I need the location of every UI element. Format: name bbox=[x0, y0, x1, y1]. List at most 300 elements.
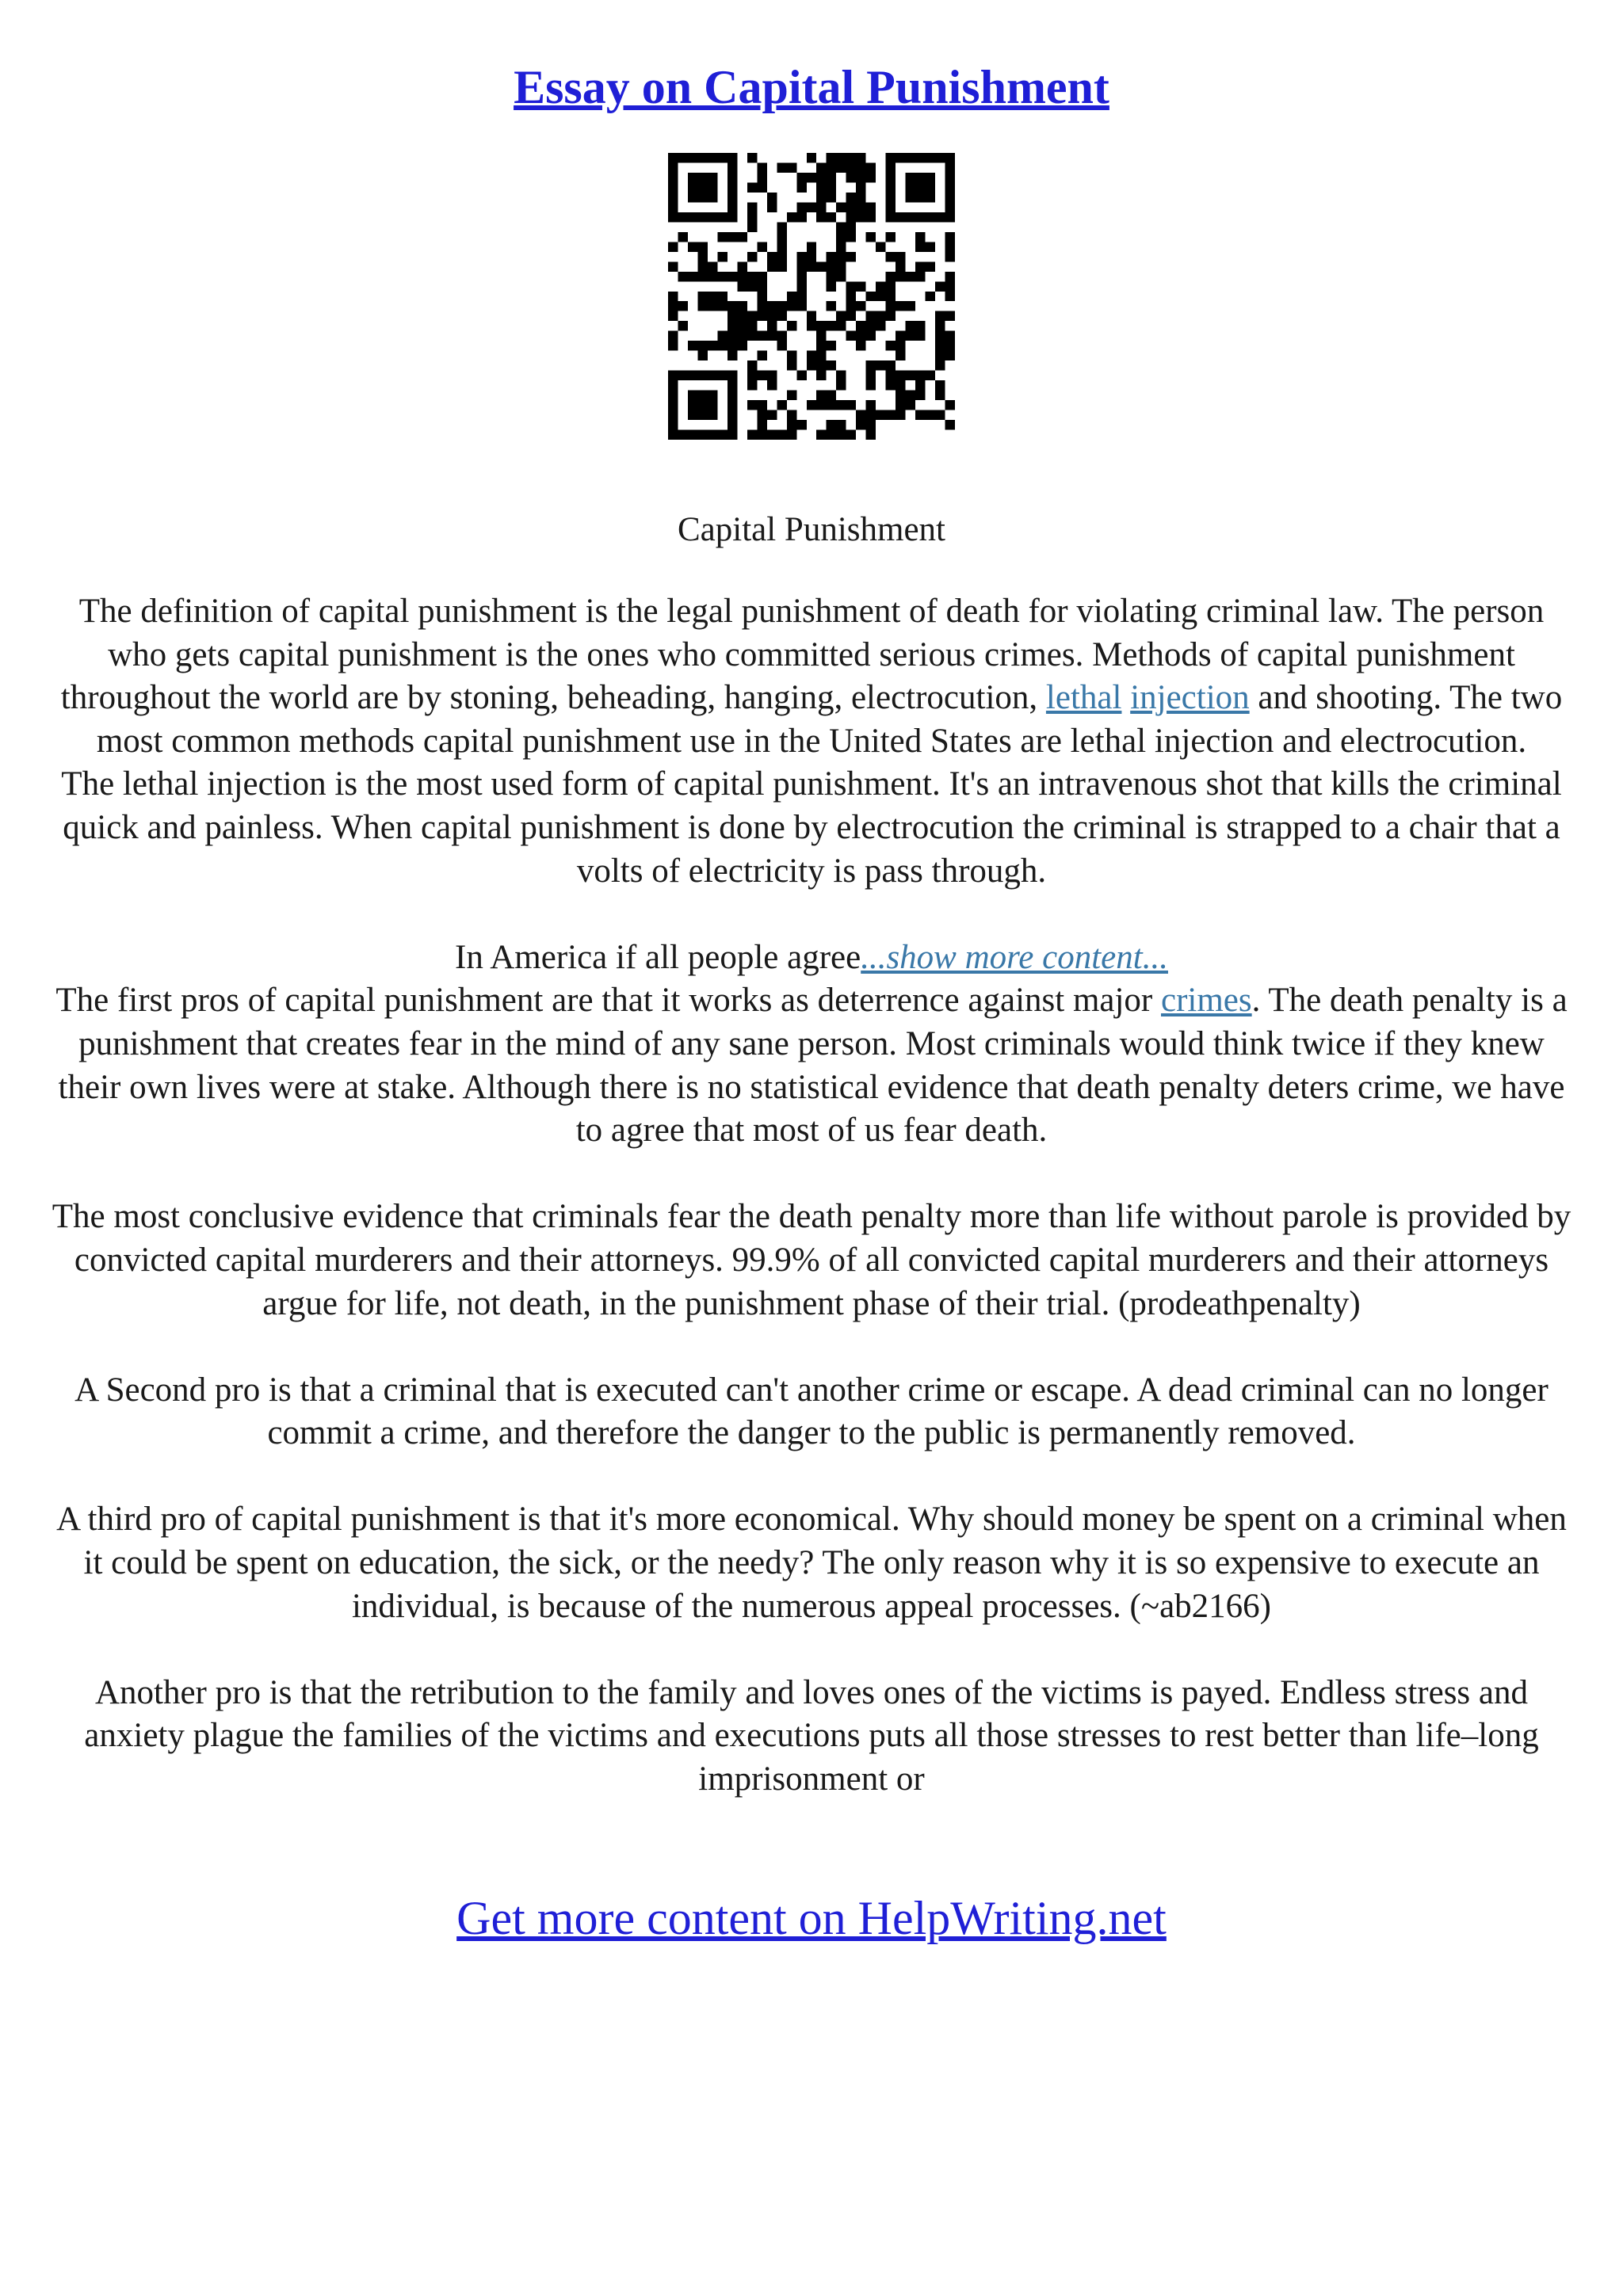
qr-module bbox=[767, 301, 777, 311]
qr-module bbox=[846, 222, 856, 231]
qr-module bbox=[757, 400, 766, 410]
qr-module bbox=[767, 380, 777, 390]
qr-module bbox=[697, 371, 707, 380]
qr-module bbox=[915, 173, 925, 182]
qr-module bbox=[945, 212, 955, 222]
qr-module bbox=[886, 173, 896, 182]
qr-module bbox=[816, 162, 826, 172]
qr-module bbox=[836, 153, 846, 162]
qr-module bbox=[767, 252, 777, 261]
qr-module bbox=[767, 331, 777, 341]
qr-module bbox=[787, 292, 796, 301]
qr-module bbox=[767, 371, 777, 380]
qr-module bbox=[747, 321, 757, 330]
qr-module bbox=[777, 242, 786, 251]
qr-module bbox=[668, 331, 678, 341]
qr-module bbox=[886, 380, 896, 390]
qr-module bbox=[688, 430, 697, 440]
qr-module bbox=[708, 173, 717, 182]
qr-module bbox=[668, 202, 678, 212]
qr-module bbox=[886, 252, 896, 261]
qr-module bbox=[678, 232, 687, 242]
qr-module bbox=[886, 292, 896, 301]
qr-module bbox=[906, 331, 915, 341]
qr-module bbox=[836, 321, 846, 330]
qr-module bbox=[896, 261, 905, 271]
qr-module bbox=[886, 410, 896, 420]
qr-module bbox=[717, 331, 727, 341]
qr-module bbox=[777, 222, 786, 231]
qr-module bbox=[767, 261, 777, 271]
qr-module bbox=[807, 242, 816, 251]
qr-module bbox=[668, 193, 678, 202]
qr-module bbox=[836, 430, 846, 440]
qr-module bbox=[727, 311, 737, 321]
qr-module bbox=[668, 242, 678, 251]
qr-module bbox=[866, 162, 876, 172]
qr-module bbox=[697, 153, 707, 162]
qr-module bbox=[697, 430, 707, 440]
qr-module bbox=[906, 173, 915, 182]
qr-module bbox=[777, 400, 786, 410]
qr-module bbox=[886, 360, 896, 370]
qr-module bbox=[816, 341, 826, 350]
qr-module bbox=[807, 173, 816, 182]
qr-module bbox=[816, 430, 826, 440]
paragraph-gap bbox=[48, 1628, 1575, 1672]
qr-module bbox=[915, 380, 925, 390]
paragraph-4-text-b: . The death penalty is a punishment that creates fear in the mind of any sane person. Most criminals would think twice if they knew their own lives were at stake. Although there is no statistical evidence that death penalty deters crime, we have to agree that most of us fear death. bbox=[58, 982, 1568, 1150]
qr-module bbox=[926, 410, 935, 420]
qr-module bbox=[697, 193, 707, 202]
qr-module bbox=[777, 341, 786, 350]
qr-module bbox=[767, 410, 777, 420]
qr-module bbox=[697, 261, 707, 271]
qr-module bbox=[727, 400, 737, 410]
qr-module bbox=[836, 380, 846, 390]
qr-module bbox=[896, 331, 905, 341]
qr-module bbox=[926, 292, 935, 301]
qr-module bbox=[757, 182, 766, 192]
qr-module bbox=[697, 400, 707, 410]
paragraph-gap bbox=[48, 1325, 1575, 1369]
qr-module bbox=[866, 371, 876, 380]
qr-module bbox=[945, 400, 955, 410]
qr-module bbox=[737, 321, 747, 330]
qr-code-graphic bbox=[668, 153, 955, 440]
qr-module bbox=[886, 272, 896, 281]
qr-module bbox=[777, 331, 786, 341]
qr-module bbox=[915, 321, 925, 330]
qr-module bbox=[945, 182, 955, 192]
qr-module bbox=[717, 252, 727, 261]
qr-module bbox=[856, 341, 865, 350]
qr-module bbox=[796, 173, 806, 182]
qr-module bbox=[915, 242, 925, 251]
qr-module bbox=[737, 301, 747, 311]
qr-module bbox=[935, 341, 945, 350]
qr-module bbox=[876, 281, 885, 291]
qr-module bbox=[816, 182, 826, 192]
paragraph-1-text-a: The definition of capital punishment is the legal punishment of death for violating criminal law. The person who gets capital punishment is the ones who committed serious crimes. Methods of capital punishment throughout the world are by stoning, beheading, hanging, electrocution, bbox=[60, 593, 1545, 717]
qr-module bbox=[688, 173, 697, 182]
qr-module bbox=[886, 311, 896, 321]
injection-link[interactable]: injection bbox=[1130, 679, 1250, 717]
footer bbox=[0, 1888, 1623, 1948]
qr-module bbox=[777, 252, 786, 261]
qr-module bbox=[757, 301, 766, 311]
qr-module bbox=[727, 202, 737, 212]
qr-module bbox=[935, 391, 945, 400]
qr-module bbox=[697, 341, 707, 350]
qr-module bbox=[866, 410, 876, 420]
qr-module bbox=[697, 410, 707, 420]
qr-module bbox=[906, 391, 915, 400]
qr-module bbox=[668, 292, 678, 301]
qr-module bbox=[747, 331, 757, 341]
qr-module bbox=[747, 252, 757, 261]
qr-module bbox=[697, 242, 707, 251]
qr-module bbox=[796, 182, 806, 192]
qr-module bbox=[777, 232, 786, 242]
qr-module bbox=[915, 391, 925, 400]
qr-module bbox=[866, 202, 876, 212]
qr-module bbox=[796, 281, 806, 291]
qr-module bbox=[827, 430, 836, 440]
qr-module bbox=[787, 212, 796, 222]
qr-module bbox=[668, 341, 678, 350]
qr-module bbox=[915, 232, 925, 242]
qr-module bbox=[747, 153, 757, 162]
qr-module bbox=[945, 351, 955, 360]
qr-module bbox=[935, 380, 945, 390]
qr-module bbox=[727, 321, 737, 330]
qr-module bbox=[945, 311, 955, 321]
qr-module bbox=[846, 162, 856, 172]
qr-module bbox=[816, 321, 826, 330]
qr-module bbox=[945, 281, 955, 291]
qr-module bbox=[787, 162, 796, 172]
qr-module bbox=[896, 272, 905, 281]
qr-module bbox=[688, 182, 697, 192]
qr-module bbox=[836, 420, 846, 429]
qr-module bbox=[807, 261, 816, 271]
qr-module bbox=[796, 420, 806, 429]
qr-module bbox=[856, 301, 865, 311]
qr-module bbox=[886, 182, 896, 192]
qr-module bbox=[708, 430, 717, 440]
qr-module bbox=[678, 153, 687, 162]
qr-module bbox=[915, 410, 925, 420]
qr-module bbox=[796, 272, 806, 281]
qr-module bbox=[915, 272, 925, 281]
qr-module bbox=[757, 331, 766, 341]
qr-module bbox=[757, 242, 766, 251]
paragraph-gap bbox=[48, 1455, 1575, 1499]
qr-module bbox=[757, 292, 766, 301]
qr-module bbox=[727, 331, 737, 341]
qr-module bbox=[717, 371, 727, 380]
qr-module bbox=[827, 400, 836, 410]
qr-module bbox=[708, 341, 717, 350]
qr-module bbox=[896, 391, 905, 400]
qr-module bbox=[836, 202, 846, 212]
qr-module bbox=[856, 281, 865, 291]
qr-module bbox=[906, 400, 915, 410]
qr-module bbox=[926, 182, 935, 192]
qr-module bbox=[688, 400, 697, 410]
paragraph-4 bbox=[48, 979, 1575, 1152]
qr-module bbox=[727, 162, 737, 172]
qr-module bbox=[945, 252, 955, 261]
qr-module bbox=[856, 173, 865, 182]
qr-module bbox=[886, 341, 896, 350]
qr-module bbox=[668, 173, 678, 182]
qr-module bbox=[807, 153, 816, 162]
qr-module bbox=[708, 272, 717, 281]
qr-module bbox=[945, 242, 955, 251]
qr-module bbox=[796, 301, 806, 311]
qr-module bbox=[846, 292, 856, 301]
qr-module bbox=[836, 261, 846, 271]
qr-module bbox=[697, 272, 707, 281]
qr-module bbox=[926, 193, 935, 202]
qr-module bbox=[886, 153, 896, 162]
qr-module bbox=[856, 202, 865, 212]
qr-module bbox=[678, 212, 687, 222]
qr-module bbox=[896, 371, 905, 380]
qr-module bbox=[708, 371, 717, 380]
qr-module bbox=[827, 182, 836, 192]
qr-module bbox=[747, 182, 757, 192]
qr-module bbox=[846, 173, 856, 182]
qr-module bbox=[827, 153, 836, 162]
show-more-link[interactable]: ...show more content... bbox=[861, 938, 1168, 976]
qr-module bbox=[747, 400, 757, 410]
crimes-link[interactable]: crimes bbox=[1161, 982, 1252, 1020]
qr-module bbox=[856, 331, 865, 341]
qr-module bbox=[717, 232, 727, 242]
qr-module bbox=[915, 261, 925, 271]
qr-module bbox=[727, 212, 737, 222]
qr-module bbox=[678, 321, 687, 330]
qr-module bbox=[945, 202, 955, 212]
paragraph-3 bbox=[48, 936, 1575, 980]
qr-module bbox=[727, 371, 737, 380]
qr-module bbox=[945, 272, 955, 281]
qr-module bbox=[866, 212, 876, 222]
qr-module bbox=[697, 182, 707, 192]
qr-module bbox=[807, 311, 816, 321]
qr-module bbox=[827, 162, 836, 172]
qr-module bbox=[737, 232, 747, 242]
qr-module bbox=[926, 261, 935, 271]
qr-module bbox=[906, 371, 915, 380]
paragraph-2: The lethal injection is the most used form of capital punishment. It's an intravenous shot that kills the criminal quick and painless. When capital punishment is done by electrocution the criminal is strapped to a chair that a volts of electricity is pass through. bbox=[61, 765, 1562, 890]
qr-module bbox=[727, 351, 737, 360]
qr-module bbox=[777, 311, 786, 321]
paragraph-3-text: In America if all people agree bbox=[455, 938, 861, 976]
qr-module bbox=[737, 272, 747, 281]
qr-module bbox=[757, 281, 766, 291]
qr-module bbox=[757, 351, 766, 360]
qr-module bbox=[945, 232, 955, 242]
qr-module bbox=[747, 311, 757, 321]
qr-module bbox=[935, 281, 945, 291]
qr-module bbox=[678, 430, 687, 440]
helpwriting-link[interactable]: Get more content on HelpWriting.net bbox=[456, 1892, 1167, 1944]
qr-module bbox=[678, 272, 687, 281]
qr-module bbox=[796, 202, 806, 212]
qr-module bbox=[827, 272, 836, 281]
qr-module bbox=[926, 212, 935, 222]
qr-module bbox=[906, 153, 915, 162]
qr-module bbox=[708, 153, 717, 162]
qr-module bbox=[727, 380, 737, 390]
qr-module bbox=[747, 202, 757, 212]
paragraph-7: A third pro of capital punishment is that it's more economical. Why should money be spent on a criminal when it could be spent on education, the sick, or the needy? The only reason why it is so expensive to execute an individual, is because of the numerous appeal processes. (~ab2166) bbox=[56, 1501, 1567, 1625]
qr-module bbox=[836, 232, 846, 242]
qr-module bbox=[816, 202, 826, 212]
qr-module bbox=[846, 153, 856, 162]
qr-module bbox=[836, 371, 846, 380]
qr-module bbox=[747, 430, 757, 440]
qr-module bbox=[807, 321, 816, 330]
qr-module bbox=[787, 301, 796, 311]
qr-module bbox=[816, 391, 826, 400]
qr-module bbox=[896, 380, 905, 390]
qr-module bbox=[678, 301, 687, 311]
qr-module bbox=[668, 153, 678, 162]
qr-module bbox=[945, 193, 955, 202]
qr-module bbox=[688, 410, 697, 420]
qr-module bbox=[836, 222, 846, 231]
qr-module bbox=[668, 311, 678, 321]
qr-module bbox=[747, 371, 757, 380]
qr-module bbox=[787, 430, 796, 440]
qr-module bbox=[708, 292, 717, 301]
qr-module bbox=[915, 371, 925, 380]
qr-module bbox=[807, 400, 816, 410]
qr-module bbox=[668, 261, 678, 271]
qr-module bbox=[846, 331, 856, 341]
qr-module bbox=[807, 351, 816, 360]
qr-module bbox=[747, 212, 757, 222]
qr-module bbox=[727, 193, 737, 202]
qr-module bbox=[717, 341, 727, 350]
title-link[interactable]: Essay on Capital Punishment bbox=[514, 61, 1109, 113]
qr-module bbox=[668, 391, 678, 400]
qr-module bbox=[727, 272, 737, 281]
qr-module bbox=[896, 153, 905, 162]
qr-module bbox=[906, 321, 915, 330]
qr-module bbox=[935, 331, 945, 341]
qr-module bbox=[876, 311, 885, 321]
qr-module bbox=[816, 261, 826, 271]
qr-module bbox=[896, 341, 905, 350]
qr-module bbox=[816, 173, 826, 182]
qr-module bbox=[856, 162, 865, 172]
qr-module bbox=[876, 242, 885, 251]
qr-module bbox=[708, 193, 717, 202]
qr-module bbox=[807, 360, 816, 370]
qr-module bbox=[935, 212, 945, 222]
paragraph-1 bbox=[48, 590, 1575, 763]
qr-module bbox=[896, 252, 905, 261]
qr-module bbox=[727, 341, 737, 350]
qr-module bbox=[757, 162, 766, 172]
qr-module bbox=[886, 202, 896, 212]
qr-module bbox=[827, 301, 836, 311]
qr-module bbox=[697, 252, 707, 261]
qr-module bbox=[866, 420, 876, 429]
qr-module bbox=[737, 261, 747, 271]
qr-module bbox=[945, 292, 955, 301]
qr-module bbox=[906, 301, 915, 311]
qr-module bbox=[866, 360, 876, 370]
qr-module bbox=[915, 182, 925, 192]
qr-module bbox=[836, 162, 846, 172]
qr-module bbox=[747, 380, 757, 390]
qr-module bbox=[717, 272, 727, 281]
qr-module bbox=[935, 360, 945, 370]
qr-module bbox=[827, 420, 836, 429]
paragraph-5: The most conclusive evidence that criminals fear the death penalty more than life without parole is provided by convicted capital murderers and their attorneys. 99.9% of all convicted capital murderers and their attorneys argue for life, not death, in the punishment phase of their trial. (prodeathpenalty) bbox=[52, 1198, 1571, 1322]
qr-module bbox=[737, 331, 747, 341]
qr-module bbox=[866, 430, 876, 440]
qr-module bbox=[866, 311, 876, 321]
qr-module bbox=[846, 202, 856, 212]
qr-module bbox=[945, 173, 955, 182]
qr-module bbox=[757, 272, 766, 281]
qr-module bbox=[816, 193, 826, 202]
qr-module bbox=[697, 173, 707, 182]
qr-module bbox=[866, 232, 876, 242]
qr-module bbox=[896, 410, 905, 420]
qr-module bbox=[777, 261, 786, 271]
qr-module bbox=[915, 153, 925, 162]
qr-module bbox=[816, 360, 826, 370]
qr-module bbox=[757, 311, 766, 321]
qr-module bbox=[717, 292, 727, 301]
qr-module bbox=[688, 272, 697, 281]
qr-module bbox=[757, 371, 766, 380]
paragraph-gap bbox=[48, 893, 1575, 936]
qr-module bbox=[717, 301, 727, 311]
qr-module bbox=[697, 301, 707, 311]
qr-module bbox=[688, 212, 697, 222]
qr-module bbox=[737, 281, 747, 291]
qr-module bbox=[816, 400, 826, 410]
qr-module bbox=[856, 410, 865, 420]
qr-module bbox=[906, 182, 915, 192]
qr-module bbox=[876, 292, 885, 301]
qr-module bbox=[827, 360, 836, 370]
essay-body bbox=[48, 590, 1575, 1802]
qr-module bbox=[827, 391, 836, 400]
paragraph-gap bbox=[48, 1153, 1575, 1196]
paragraph-8: Another pro is that the retribution to the family and loves ones of the victims is payed. Endless stress and anxiety plague the families of the victims and executions puts all those stresses to rest better than life–long imprisonment or bbox=[84, 1673, 1539, 1798]
qr-module bbox=[796, 212, 806, 222]
qr-module bbox=[737, 311, 747, 321]
lethal-link[interactable]: lethal bbox=[1045, 679, 1122, 717]
qr-module bbox=[886, 162, 896, 172]
qr-module bbox=[697, 292, 707, 301]
qr-module bbox=[896, 400, 905, 410]
qr-module bbox=[896, 301, 905, 311]
qr-module bbox=[886, 301, 896, 311]
qr-module bbox=[767, 321, 777, 330]
